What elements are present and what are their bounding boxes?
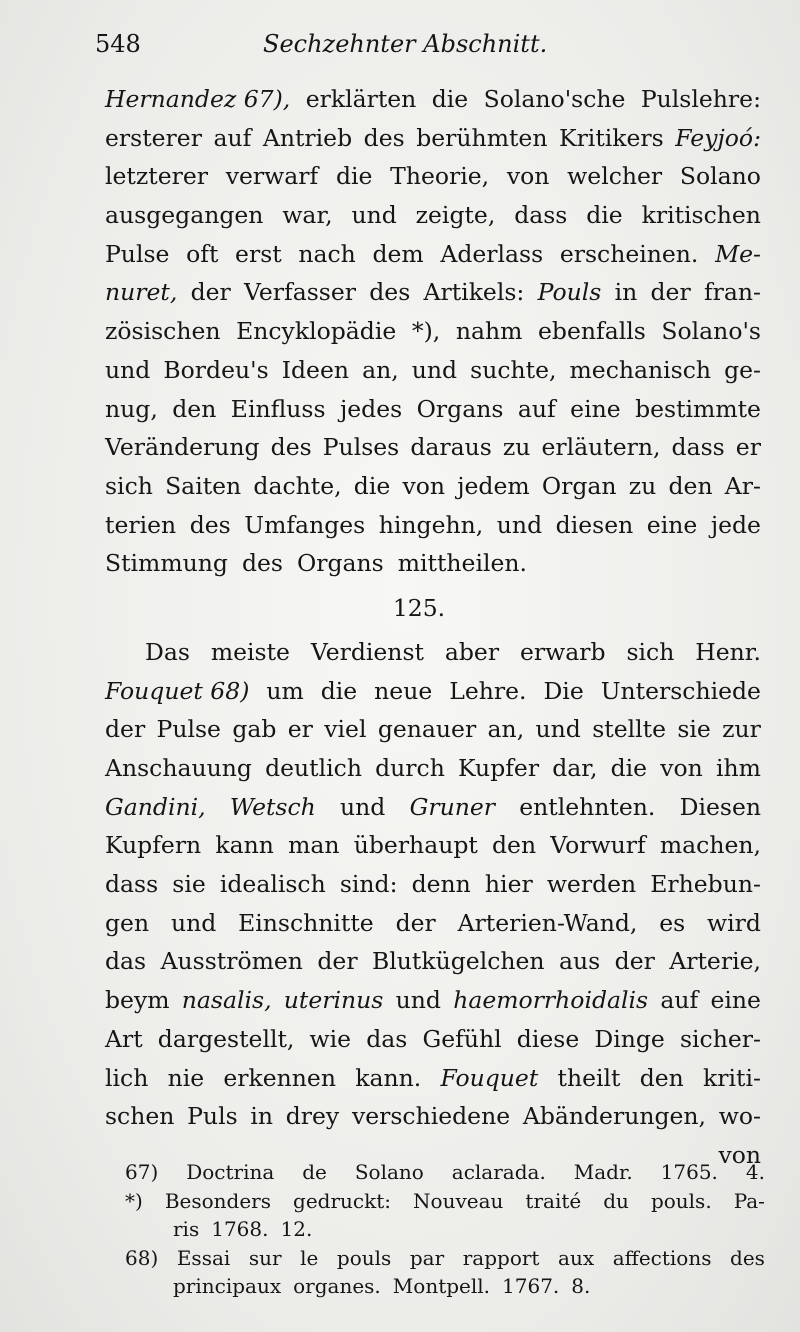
word: ihm [715, 754, 761, 782]
word: Diesen [679, 792, 761, 821]
running-title: Sechzehnter Abschnitt. [263, 30, 548, 58]
word: der [614, 947, 655, 976]
text-line [105, 157, 761, 196]
word: hingehn, [378, 510, 484, 539]
word: terien [105, 510, 177, 539]
footnote-word: des [730, 1245, 765, 1270]
text-line [105, 865, 761, 904]
word: war, [282, 201, 333, 230]
word: Me- [715, 239, 761, 268]
word: er [287, 715, 313, 744]
word: sich [626, 637, 675, 666]
word: stellte [592, 715, 666, 744]
word: Pulse [156, 715, 221, 744]
paragraph-2 [105, 633, 761, 1136]
word: ersterer [105, 123, 202, 152]
word: der [190, 278, 231, 307]
word: denn [411, 870, 471, 899]
word: suchte, [470, 355, 557, 384]
footnote-word: Besonders [164, 1188, 272, 1213]
footnote-word: de [302, 1160, 327, 1184]
footnote-word: Madr. [573, 1160, 633, 1184]
word: sich [105, 471, 153, 500]
word: kann. [355, 1063, 422, 1092]
word: Verdienst [310, 637, 424, 666]
footnote-word: rapport [462, 1245, 540, 1270]
word: entlehnten. [519, 792, 656, 821]
word: ausgegangen [105, 201, 264, 230]
word: berühmten [416, 123, 548, 152]
word: Arterie, [669, 947, 761, 976]
footnotes [125, 1158, 765, 1301]
word: uterinus [283, 986, 384, 1015]
footnote-word: aux [558, 1245, 595, 1270]
footnote-word: 12. [280, 1217, 313, 1241]
word: Solano [679, 162, 761, 191]
word: Das [145, 637, 190, 666]
word: Arterien-Wand, [457, 908, 638, 937]
word: erst [235, 239, 282, 268]
footnote-word: affections [612, 1245, 712, 1270]
word: nasalis, [181, 986, 272, 1015]
word: Unterschiede [600, 676, 761, 705]
word: lich [105, 1063, 149, 1092]
word: Erhebun- [650, 870, 761, 899]
word: von [506, 162, 550, 191]
word: diese [516, 1024, 580, 1053]
word: drey [285, 1102, 340, 1131]
footnote-word: aclarada. [451, 1160, 546, 1184]
word: genauer [377, 715, 477, 744]
text-line [105, 196, 761, 235]
footnote-word: sur [248, 1245, 282, 1270]
footnote-line [125, 1158, 765, 1187]
word: Saiten [165, 471, 242, 500]
word: diesen [555, 510, 634, 539]
word: und [411, 355, 458, 384]
word: Anschauung [105, 754, 252, 782]
word: oft [186, 239, 219, 268]
word: Aderlass [440, 239, 544, 268]
text-line [105, 904, 761, 943]
word: zu [628, 471, 657, 500]
word: den [492, 831, 537, 860]
text-line [105, 390, 761, 429]
word: kriti- [703, 1063, 761, 1092]
text-line [105, 428, 761, 467]
word: den [668, 471, 713, 500]
footnote-word: Essai [176, 1245, 231, 1270]
text-line [105, 119, 761, 158]
text-line [105, 1020, 761, 1059]
text-line [105, 351, 761, 390]
word: jedes [339, 394, 403, 423]
word: deutlich [265, 754, 362, 782]
word: Bordeu's [163, 355, 269, 384]
word: Kupfern [105, 831, 202, 860]
footnote-line [125, 1215, 765, 1244]
word: und [170, 908, 217, 937]
word: jede [710, 510, 761, 539]
word: letzterer [105, 162, 208, 191]
word: Organs [296, 549, 384, 578]
text-line [105, 749, 761, 788]
word: Organ [541, 471, 617, 500]
page-number: 548 [95, 30, 141, 58]
footnote-word: 68) [125, 1245, 159, 1270]
word: dass [671, 433, 725, 462]
footnote-word: organes. [293, 1274, 381, 1298]
word: um [266, 676, 304, 705]
word: erkennen [223, 1063, 336, 1092]
text-line [105, 235, 761, 274]
word: nahm [455, 317, 523, 346]
text-line [105, 544, 761, 583]
text-line [105, 1059, 761, 1098]
word: von [660, 754, 703, 782]
word: an, [487, 715, 525, 744]
word: machen, [659, 831, 761, 860]
word: und [496, 510, 543, 539]
word: Lehre. [449, 676, 527, 705]
word: wie [309, 1024, 352, 1053]
footnote-word: 1765. [660, 1160, 718, 1184]
footnote-word: gedruckt: [293, 1188, 392, 1213]
word: Gefühl [422, 1024, 502, 1053]
word: sie [172, 870, 206, 899]
footnote-word: 1768. [211, 1217, 269, 1241]
word: Die [543, 676, 584, 705]
footnote-word: pouls [336, 1245, 392, 1270]
word: Pulse [105, 239, 170, 268]
text-line [105, 672, 761, 711]
word: des [189, 510, 231, 539]
footnote-word: Pa- [733, 1188, 765, 1213]
word: des [363, 123, 405, 152]
word: man [288, 831, 340, 860]
word: wird [707, 908, 761, 937]
word: fran- [703, 278, 761, 307]
text-line [105, 981, 761, 1020]
word: meiste [210, 637, 290, 666]
word: die [353, 471, 391, 500]
section-number: 125. [392, 593, 446, 622]
word: schen [105, 1102, 175, 1131]
word: dass [514, 201, 568, 230]
word: Veränderung [105, 433, 260, 462]
word: er [735, 433, 761, 462]
text-line [105, 788, 761, 827]
text-line [105, 506, 761, 545]
footnote-word: 1767. [502, 1274, 560, 1298]
word: Umfanges [244, 510, 366, 539]
word: auf [213, 123, 252, 152]
word: gab [232, 715, 277, 744]
word: eine [570, 394, 621, 423]
text-line [105, 1097, 761, 1136]
footnote-word: 67) [125, 1160, 159, 1184]
word: ebenfalls [538, 317, 646, 346]
word: gen [105, 908, 150, 937]
word: haemorrhoidalis [453, 986, 649, 1015]
word: ge- [724, 355, 761, 384]
footnote-word: le [300, 1245, 319, 1270]
word: verwarf [225, 162, 319, 191]
word: sind: [339, 870, 398, 899]
word: das [105, 947, 147, 976]
word: sicher- [679, 1024, 761, 1053]
word: Artikels: [423, 278, 525, 307]
word: wo- [718, 1102, 761, 1131]
word: dargestellt, [157, 1024, 295, 1053]
word: Kupfer [458, 754, 540, 782]
word: Theorie, [390, 162, 490, 191]
word: den [172, 394, 217, 423]
word: mechanisch [569, 355, 712, 384]
word: dem [372, 239, 424, 268]
word: und [535, 715, 581, 744]
word: auf [517, 394, 556, 423]
word: in [614, 278, 638, 307]
word: und [351, 201, 397, 230]
footnote-word: Nouveau [413, 1188, 504, 1213]
word: kritischen [641, 201, 761, 230]
word: Pouls [537, 278, 602, 307]
word: Gruner [409, 792, 496, 821]
word: den [639, 1063, 684, 1092]
word: idealisch [219, 870, 326, 899]
word: das [366, 1024, 408, 1053]
word: der [395, 908, 436, 937]
word: nuret, [105, 278, 178, 307]
footnote-word: 4. [745, 1160, 765, 1184]
word: die [335, 162, 373, 191]
text-line [105, 710, 761, 749]
word: Henr. [695, 637, 761, 666]
word: Fouquet 68) [105, 676, 250, 705]
word: viel [324, 715, 367, 744]
word: eine [710, 986, 761, 1015]
word: Art [105, 1024, 143, 1053]
word: die [610, 754, 648, 782]
word: zösischen [105, 317, 221, 346]
word: Wetsch [229, 792, 316, 821]
word: des [369, 278, 411, 307]
word: an, [362, 355, 399, 384]
word: Einfluss [230, 394, 326, 423]
footnote-word: Doctrina [186, 1160, 275, 1184]
word: dar, [552, 754, 598, 782]
word: aber [444, 637, 500, 666]
text-line [105, 273, 761, 312]
word: auf [660, 986, 699, 1015]
word: Ar- [724, 471, 761, 500]
word: Fouquet [440, 1063, 539, 1092]
footnote-word: du [603, 1188, 629, 1213]
footnote-word: pouls. [650, 1188, 712, 1213]
text-line [105, 80, 761, 119]
word: mittheilen. [397, 549, 527, 578]
word: die [586, 201, 623, 230]
word: und [395, 986, 441, 1015]
word: daraus [410, 433, 492, 462]
word: welcher [567, 162, 663, 191]
word: sie [677, 715, 711, 744]
text-line [105, 633, 761, 672]
word: bestimmte [635, 394, 761, 423]
word: Puls [187, 1102, 238, 1131]
word: Encyklopädie [236, 317, 397, 346]
word: Verfasser [244, 278, 356, 307]
word: erwarb [520, 637, 606, 666]
footnote-word: traité [525, 1188, 582, 1213]
page-body [105, 80, 761, 1175]
word: jedem [457, 471, 530, 500]
word: durch [375, 754, 445, 782]
word: nie [167, 1063, 205, 1092]
word: die [431, 85, 469, 113]
word: die [320, 676, 358, 705]
word: Pulslehre: [640, 85, 761, 113]
word: des [270, 433, 312, 462]
word: zur [722, 715, 761, 744]
word: zeigte, [415, 201, 496, 230]
footnote-word: Montpell. [392, 1274, 491, 1298]
text-line [105, 467, 761, 506]
word: neue [374, 676, 433, 705]
word: Ausströmen [160, 947, 303, 976]
word: Pulses [322, 433, 400, 462]
word: Stimmung [105, 549, 228, 578]
word: beym [105, 986, 170, 1015]
footnote-word: *) [125, 1188, 143, 1213]
word: dachte, [253, 471, 342, 500]
paragraph-1 [105, 80, 761, 583]
word: theilt [557, 1063, 621, 1092]
word: verschiedene [351, 1102, 511, 1131]
word: in [250, 1102, 274, 1131]
word: erklärten [305, 85, 417, 113]
word: überhaupt [353, 831, 478, 860]
word: Ideen [281, 355, 349, 384]
word: erscheinen. [559, 239, 699, 268]
word: der [650, 278, 691, 307]
word: Antrieb [262, 123, 353, 152]
catchword: von [718, 1140, 761, 1169]
word: Feyjoó: [675, 123, 761, 152]
word: Abänderungen, [522, 1102, 707, 1131]
word: eine [646, 510, 698, 539]
word: nach [298, 239, 356, 268]
word: nug, [105, 394, 158, 423]
word: kann [215, 831, 274, 860]
word: Dinge [594, 1024, 665, 1053]
footnote-word: principaux [173, 1274, 282, 1298]
word: von [402, 471, 446, 500]
word: Blutkügelchen [372, 947, 545, 976]
word: dass [105, 870, 159, 899]
word: Vorwurf [550, 831, 646, 860]
footnote-word: Solano [354, 1160, 424, 1184]
text-line [105, 942, 761, 981]
word: Einschnitte [238, 908, 374, 937]
word: Hernandez 67), [105, 85, 291, 113]
word: der [317, 947, 358, 976]
text-line [105, 312, 761, 351]
word: zu [502, 433, 531, 462]
footnote-line [125, 1244, 765, 1273]
word: der [105, 715, 146, 744]
page-header [95, 28, 745, 68]
word: Gandini, [105, 792, 206, 821]
footnote-word: par [409, 1245, 445, 1270]
word: Solano's [661, 317, 761, 346]
word: hier [484, 870, 533, 899]
word: des [241, 549, 283, 578]
word: erläutern, [541, 433, 661, 462]
footnote-line [125, 1187, 765, 1216]
footnote-line [125, 1272, 765, 1301]
word: und [105, 355, 151, 384]
word: *), [411, 317, 441, 346]
footnote-word: ris [173, 1217, 200, 1241]
word: Solano'sche [483, 85, 626, 113]
word: es [659, 908, 686, 937]
word: Kritikers [559, 123, 664, 152]
footnote-word: 8. [571, 1274, 591, 1298]
word: Organs [416, 394, 504, 423]
word: werden [546, 870, 637, 899]
text-line [105, 826, 761, 865]
word: aus [559, 947, 601, 976]
word: und [340, 792, 386, 821]
